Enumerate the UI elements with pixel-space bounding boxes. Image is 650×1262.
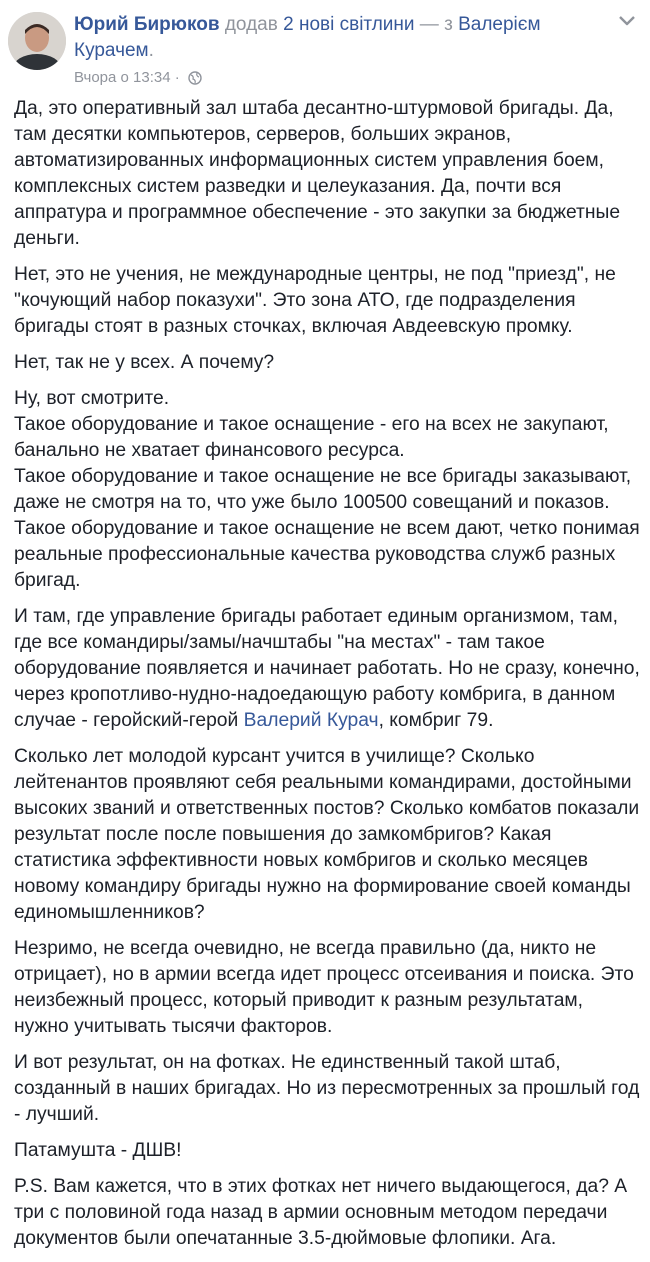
tagged-suffix: . bbox=[148, 40, 154, 61]
avatar[interactable] bbox=[8, 12, 66, 70]
post-line: Такое оборудование и такое оснащение не всем дают, четко понимая реальные профессиональные качества руководства служб разных бригад. bbox=[14, 518, 640, 591]
post-paragraph: Незримо, не всегда очевидно, не всегда правильно (да, никто не отрицает), но в армии всегда идет процесс отсеивания и поиска. Это неизбежный процесс, который приводит к разным результатам, нужно учитывать тысячи факторов. bbox=[14, 938, 634, 1037]
post-paragraph: Да, это оперативный зал штаба десантно-штурмовой бригады. Да, там десятки компьютеров, серверов, больших экранов, автоматизированных информационных систем управления боем, комплексных систем разведки и целеуказания. Да, почти вся аппратура и программное обеспечение - это закупки за бюджетные деньги. bbox=[14, 98, 621, 249]
post-paragraph: Нет, так не у всех. А почему? bbox=[14, 352, 275, 373]
post-text: , комбриг 79. bbox=[378, 710, 494, 731]
action-prefix: додав bbox=[224, 14, 278, 35]
post-line: Такое оборудование и такое оснащение не все бригады заказывают, даже не смотря на то, что уже было 100500 совещаний и показов. bbox=[14, 466, 632, 513]
chevron-down-icon[interactable] bbox=[616, 12, 638, 30]
post-paragraph: Нет, это не учения, не международные центры, не под "приезд", не "кочующий набор показухи". Это зона АТО, где подразделения бригады стоят в разных сточках, включая Авдеевскую промку. bbox=[14, 264, 616, 337]
timestamp[interactable]: Вчора о 13:34 bbox=[74, 69, 171, 86]
post-header-text bbox=[74, 12, 544, 64]
post-meta bbox=[74, 68, 202, 91]
post-line: Такое оборудование и такое оснащение - его на всех не закупают, банально не хватает финансового ресурса. bbox=[14, 414, 609, 461]
meta-separator: · bbox=[174, 69, 180, 86]
post-paragraph: Сколько лет молодой курсант учится в училище? Сколько лейтенантов проявляют себя реальными командирами, достойными высоких званий и ответственных постов? Сколько комбатов показали результат после после повышения до замкомбригов? Какая статистика эффективности новых комбригов и сколько месяцев новому командиру бригады нужно на формирование своей команды единомышленников? bbox=[14, 746, 640, 923]
post-paragraph: P.S. Вам кажется, что в этих фотках нет ничего выдающегося, да? А три с половиной года назад в армии основным методом передачи документов были опечатанные 3.5-дюймовые флопики. Ага. bbox=[14, 1176, 628, 1249]
post-body bbox=[14, 96, 642, 1262]
tagged-person-link[interactable]: Валерієм Курачем bbox=[74, 14, 541, 61]
post-text: И там, где управление бригады работает единым организмом, там, где все командиры/замы/начштабы "на местах" - там такое оборудование появляется и начинает работать. Но не сразу, конечно, через кропотливо-нудно-надоедающую работу комбрига, в данном случае - геройский-герой bbox=[14, 606, 640, 731]
photos-link[interactable]: 2 нові світлини bbox=[283, 14, 415, 35]
post-line: Ну, вот смотрите. bbox=[14, 388, 170, 409]
with-text: — з bbox=[419, 14, 453, 35]
globe-icon[interactable] bbox=[188, 71, 202, 91]
post-paragraph: Патамушта - ДШВ! bbox=[14, 1140, 182, 1161]
post-paragraph bbox=[14, 386, 642, 594]
author-name[interactable]: Юрий Бирюков bbox=[74, 14, 220, 35]
post-header bbox=[0, 0, 650, 100]
mention-link[interactable]: Валерий Курач bbox=[243, 710, 379, 731]
post-paragraph: И вот результат, он на фотках. Не единственный такой штаб, созданный в наших бригадах. Но из пересмотренных за прошлый год - лучший. bbox=[14, 1052, 640, 1125]
post-paragraph bbox=[14, 604, 642, 734]
